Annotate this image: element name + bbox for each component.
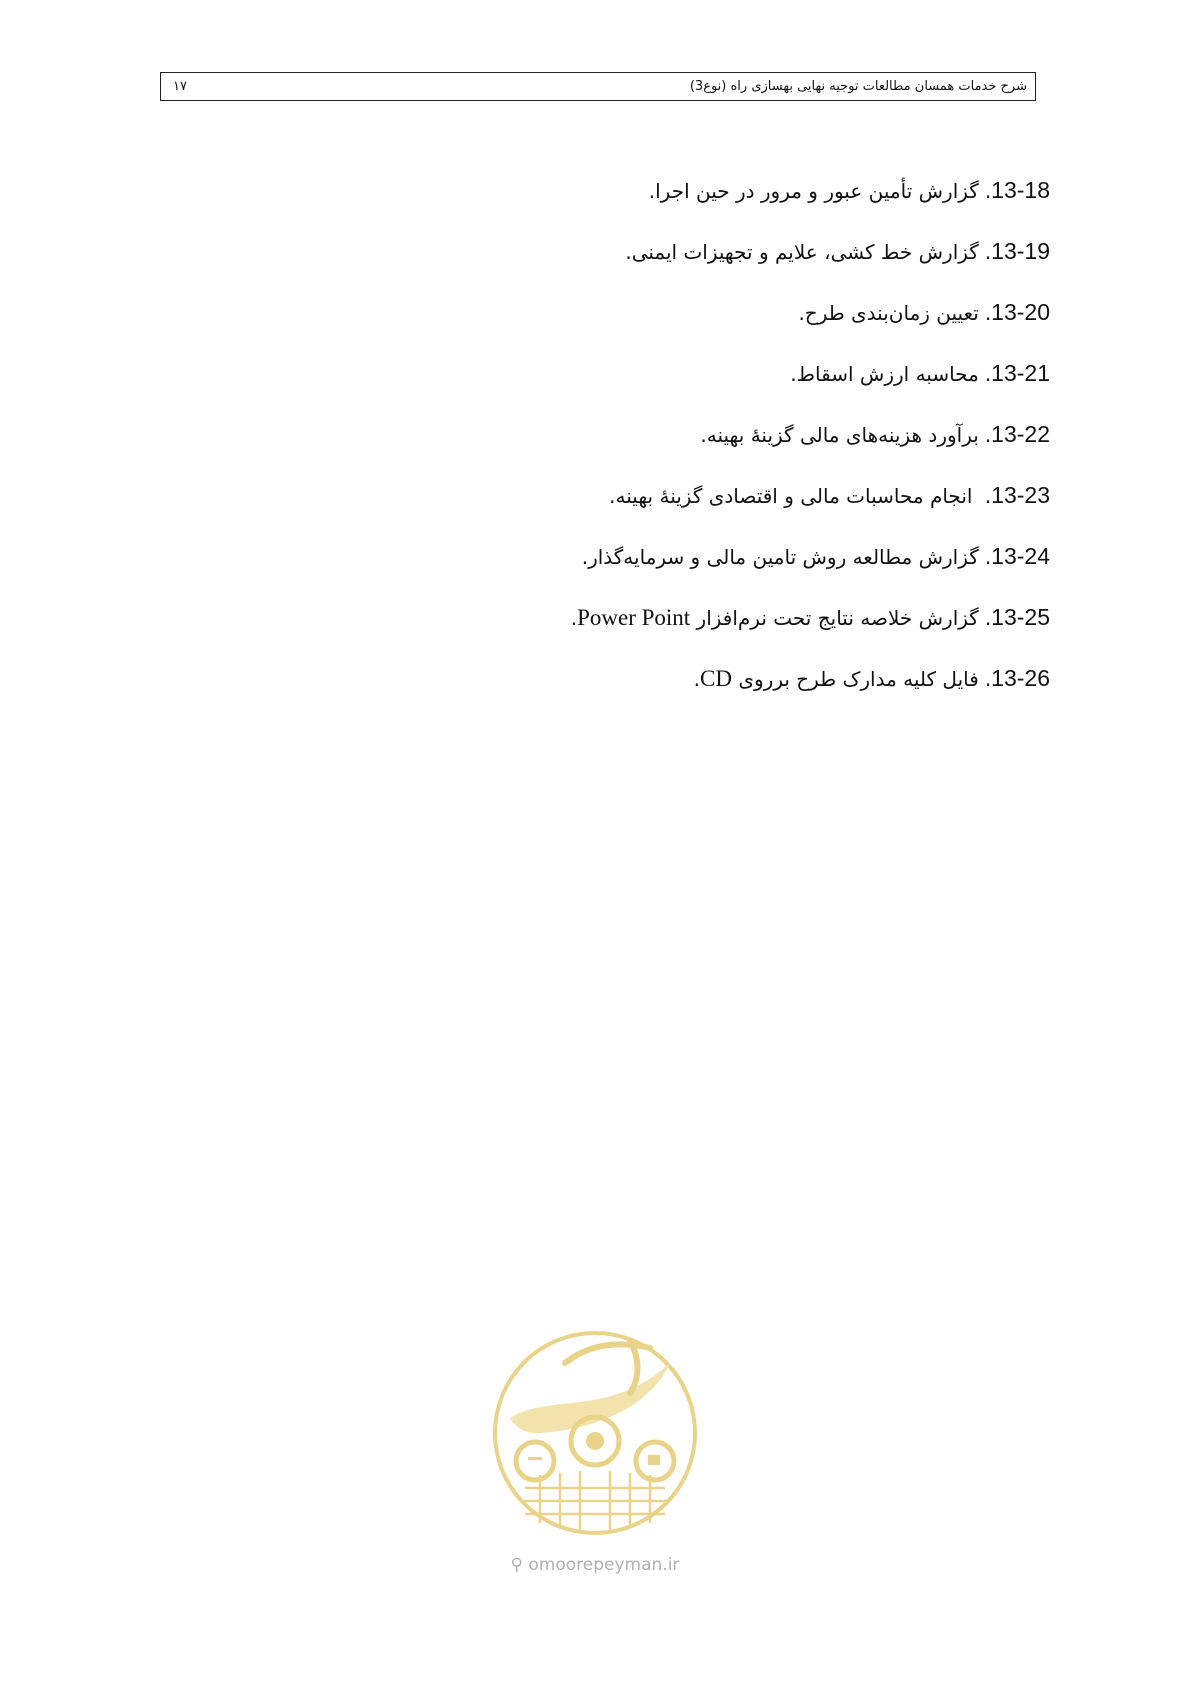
item-number: 13-22 bbox=[991, 421, 1050, 447]
software-name: Power Point bbox=[577, 605, 691, 630]
page-header bbox=[160, 72, 1036, 101]
watermark-logo-icon bbox=[480, 1323, 710, 1548]
item-number: 13-26 bbox=[991, 665, 1050, 691]
item-text: گزارش تأمین عبور و مرور در حین اجرا. bbox=[648, 179, 979, 203]
item-list bbox=[571, 170, 1050, 719]
item-text: گزارش خط کشی، علایم و تجهیزات ایمنی. bbox=[625, 240, 979, 264]
item-number: 13-20 bbox=[991, 299, 1050, 325]
list-item: 13-19.گزارش خط کشی، علایم و تجهیزات ایمنی. bbox=[625, 238, 1050, 264]
media-name: CD bbox=[700, 666, 732, 691]
item-suffix: . bbox=[693, 667, 701, 691]
item-number: 13-24 bbox=[991, 543, 1050, 569]
list-item: 13-23. انجام محاسبات مالی و اقتصادی گزینهٔ بهینه. bbox=[609, 482, 1050, 508]
watermark bbox=[480, 1323, 710, 1583]
item-number: 13-19 bbox=[991, 238, 1050, 264]
item-text: گزارش خلاصه نتایج تحت نرم‌افزار bbox=[696, 606, 979, 630]
list-item: 13-21.محاسبه ارزش اسقاط. bbox=[790, 360, 1050, 386]
item-number: 13-21 bbox=[991, 360, 1050, 386]
list-item: 13-20.تعیین زمان‌بندی طرح. bbox=[798, 299, 1050, 325]
list-item: 13-22.برآورد هزینه‌های مالی گزینهٔ بهینه. bbox=[700, 421, 1050, 447]
list-item: 13-18.گزارش تأمین عبور و مرور در حین اجرا. bbox=[648, 177, 1050, 203]
item-text: انجام محاسبات مالی و اقتصادی گزینهٔ بهینه. bbox=[609, 484, 979, 508]
item-suffix: . bbox=[570, 606, 578, 630]
list-item: 13-26.فایل کلیه مدارک طرح برروی CD. bbox=[693, 665, 1050, 691]
item-text: تعیین زمان‌بندی طرح. bbox=[798, 301, 979, 325]
item-number: 13-25 bbox=[991, 604, 1050, 630]
list-item: 13-24.گزارش مطالعه روش تامین مالی و سرمایه‌گذار. bbox=[581, 543, 1050, 569]
page-number: ۱۷ bbox=[173, 79, 187, 94]
item-text: گزارش مطالعه روش تامین مالی و سرمایه‌گذار. bbox=[581, 545, 979, 569]
watermark-url: ⚲ omoorepeyman.ir bbox=[510, 1555, 680, 1575]
item-number: 13-23 bbox=[991, 482, 1050, 508]
header-title: شرح خدمات همسان مطالعات توجیه نهایی بهسازی راه (نوع3) bbox=[689, 79, 1027, 94]
item-text: فایل کلیه مدارک طرح برروی bbox=[738, 667, 979, 691]
item-number: 13-18 bbox=[991, 177, 1050, 203]
item-text: برآورد هزینه‌های مالی گزینهٔ بهینه. bbox=[700, 423, 979, 447]
item-text: محاسبه ارزش اسقاط. bbox=[790, 362, 979, 386]
list-item: 13-25.گزارش خلاصه نتایج تحت نرم‌افزار Power Point. bbox=[570, 604, 1050, 630]
